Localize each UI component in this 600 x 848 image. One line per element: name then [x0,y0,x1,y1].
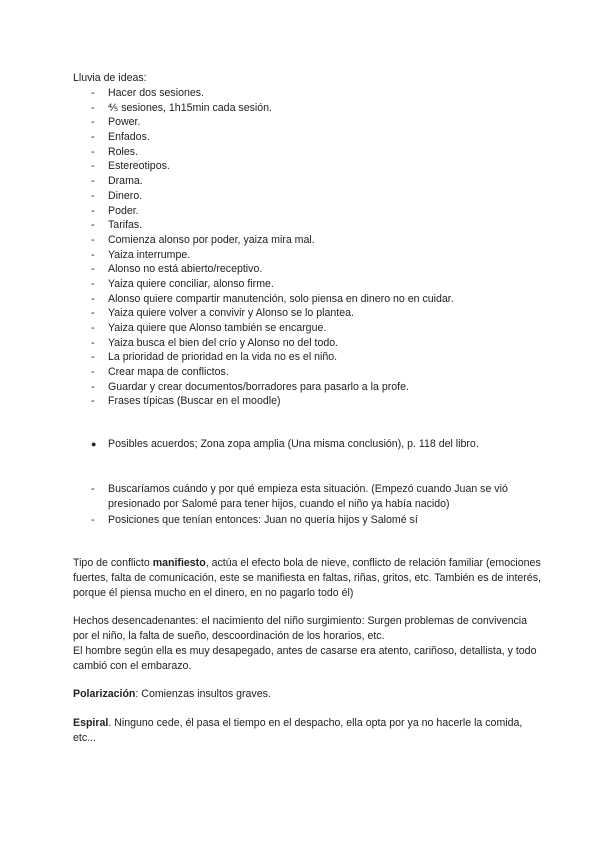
dash-marker: - [91,366,95,379]
sub-item-text: Posiciones que tenían entonces: Juan no quería hijos y Salomé sí [108,514,418,527]
idea-text: Hacer dos sesiones. [108,87,204,99]
idea-item [91,350,551,365]
dash-marker: - [91,292,95,305]
idea-text: Guardar y crear documentos/borradores para pasarlo a la profe. [108,380,409,393]
sub-item-text: Buscaríamos cuándo y por qué empieza esta situación. (Empezó cuando Juan se vió presionado por Salomé para tener hijos, cuando el niño ya había nacido) [108,483,508,510]
dash-marker: - [91,277,95,290]
idea-item [91,394,551,409]
dash-marker: - [91,160,95,173]
sub-item [91,513,551,528]
idea-item [91,145,551,160]
conflict-type-paragraph [73,556,543,601]
dash-marker: - [91,248,95,261]
ideas-heading: Lluvia de ideas: [73,72,147,84]
idea-text: Roles. [108,145,139,158]
idea-text: ⅘ sesiones, 1h15min cada sesión. [108,101,272,114]
idea-text: Power. [108,116,141,129]
idea-item [91,306,551,321]
dash-marker: - [91,101,95,114]
idea-text: Estereotipos. [108,160,170,173]
idea-item [91,86,551,101]
idea-item [91,101,551,116]
idea-text: Yaiza busca el bien del crío y Alonso no del todo. [108,336,339,349]
spiral-rest: . Ninguno cede, él pasa el tiempo en el despacho, ella opta por ya no hacerle la comida, etc... [73,717,523,744]
spiral-bold: Espiral [73,717,109,729]
idea-text: Enfados. [108,131,150,144]
dash-marker: - [91,87,95,99]
dash-marker: - [91,351,95,364]
dash-marker: - [91,395,95,408]
idea-text: La prioridad de prioridad en la vida no es el niño. [108,351,338,364]
idea-text: Yaiza quiere que Alonso también se encargue. [108,322,327,334]
triggers-paragraph [73,614,543,674]
agreements-text: Posibles acuerdos; Zona zopa amplia (Una misma conclusión), p. 118 del libro. [108,438,479,450]
triggers-line-2: El hombre según ella es muy desapegado, antes de casarse era atento, cariñoso, detallista, y todo cambió con el embarazo. [73,645,537,672]
idea-text: Poder. [108,204,139,217]
dash-marker: - [91,219,95,232]
dash-marker: - [91,233,95,246]
idea-item [91,115,551,130]
idea-text: Alonso no está abierto/receptivo. [108,263,263,276]
idea-item [91,218,551,233]
idea-text: Frases típicas (Buscar en el moodle) [108,395,281,408]
idea-item [91,130,551,145]
idea-item [91,204,551,219]
conflict-type-prefix: Tipo de conflicto [73,557,153,569]
dash-marker: - [91,175,95,188]
polarization-bold: Polarización [73,688,136,700]
idea-text: Yaiza quiere volver a convivir y Alonso se lo plantea. [108,307,354,320]
dash-marker: - [91,263,95,276]
dash-marker: - [91,145,95,158]
polarization-paragraph [73,687,543,702]
dash-marker: - [91,131,95,144]
triggers-line-1: Hechos desencadenantes: el nacimiento del niño surgimiento: Surgen problemas de convivencia por el niño, la falta de sueño, descoordinación de los horarios, etc. [73,615,528,642]
idea-item [91,365,551,380]
idea-item [91,248,551,263]
idea-item [91,174,551,189]
dash-marker: - [91,307,95,320]
dash-marker: - [91,322,95,334]
idea-text: Yaiza quiere conciliar, alonso firme. [108,277,274,290]
idea-item [91,321,551,336]
idea-text: Alonso quiere compartir manutención, solo piensa en dinero no en cuidar. [108,292,454,305]
dash-marker: - [91,336,95,349]
dash-marker: - [91,380,95,393]
idea-item [91,189,551,204]
idea-item [91,277,551,292]
dash-marker: - [91,483,95,495]
idea-item [91,380,551,395]
sub-item [91,482,551,511]
polarization-rest: : Comienzas insultos graves. [135,688,271,700]
sub-items-list [91,482,551,528]
idea-item [91,336,551,351]
idea-item [91,262,551,277]
idea-text: Crear mapa de conflictos. [108,366,229,379]
dash-marker: - [91,189,95,202]
idea-text: Tarifas. [108,219,143,232]
bullet-marker: ● [91,439,97,449]
idea-text: Comienza alonso por poder, yaiza mira mal. [108,233,315,246]
conflict-type-rest: , actúa el efecto bola de nieve, conflicto de relación familiar (emociones fuertes, falta de comunicación, este se manifiesta en faltas, riñas, gritos, etc. También es de interés, porque él piensa mucho en el dinero, en no pagarlo todo él) [73,557,541,599]
conflict-type-bold: manifiesto [152,557,206,569]
spiral-paragraph [73,716,543,746]
dash-marker: - [91,204,95,217]
ideas-list [91,86,551,409]
idea-item [91,159,551,174]
idea-item [91,292,551,307]
idea-text: Drama. [108,175,143,188]
idea-item [91,233,551,248]
idea-text: Yaiza interrumpe. [108,248,191,261]
idea-text: Dinero. [108,189,143,202]
agreements-bullet [91,437,568,452]
dash-marker: - [91,514,95,527]
dash-marker: - [91,116,95,129]
